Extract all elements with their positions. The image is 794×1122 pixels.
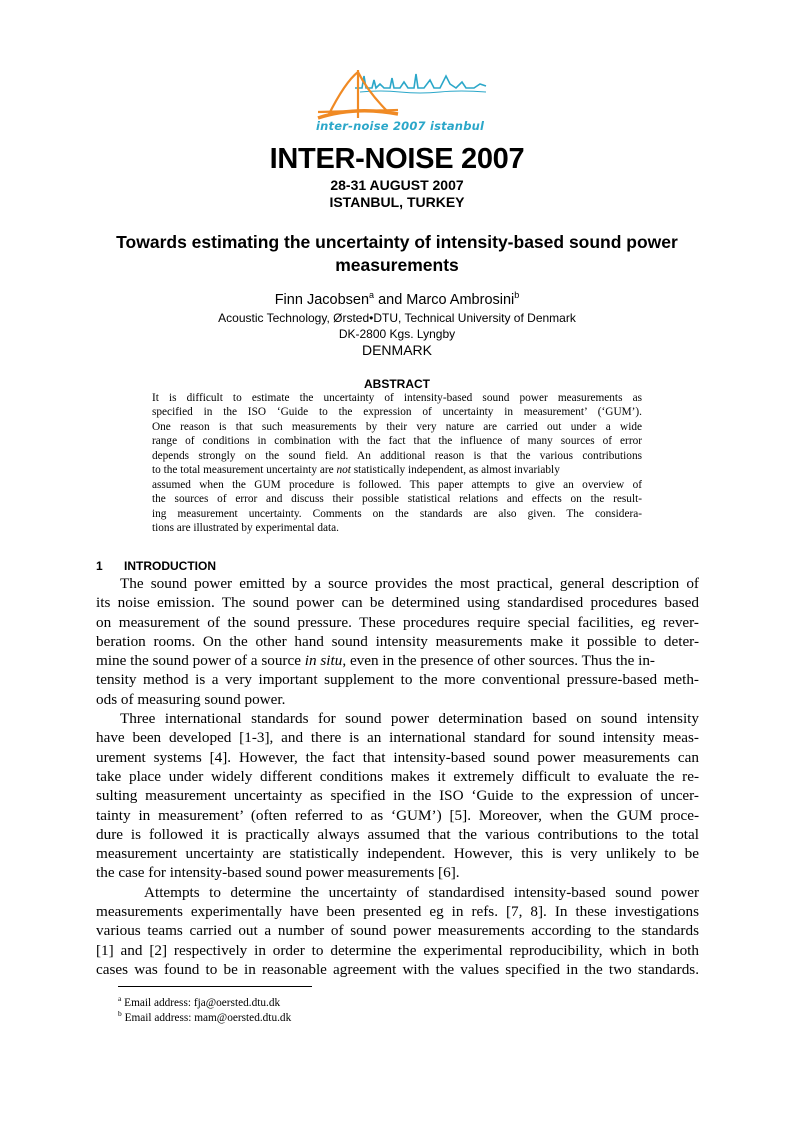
- author-list: [0, 290, 794, 308]
- body-line: tainty in measurement’ (often referred to as ‘GUM’) [5]. Moreover, when the GUM proce-: [96, 806, 699, 824]
- abstract-line: the sources of error and discuss their possible statistical relations and effects on the result-: [152, 493, 642, 506]
- abstract-line: One reason is that such measurements by their very nature are carried out under a wide: [152, 420, 642, 433]
- body-text: , even in the presence of other sources. Thus the in-: [342, 652, 655, 670]
- abstract-line: ing measurement uncertainty. Comments on the standards are also given. The considera-: [152, 507, 642, 520]
- skyline-icon: [355, 74, 486, 93]
- affiliation-line: Acoustic Technology, Ørsted•DTU, Technical University of Denmark: [218, 311, 576, 325]
- affiliation-line: DK-2800 Kgs. Lyngby: [338, 327, 456, 341]
- author-name: Marco Ambrosini: [406, 291, 515, 308]
- section-title: INTRODUCTION: [124, 559, 216, 573]
- abstract-line: assumed when the GUM procedure is followed. This paper attempts to give an overview of: [152, 478, 642, 491]
- author-footnote-mark: b: [514, 290, 520, 300]
- body-text: mine the sound power of a source: [96, 652, 301, 670]
- footnote-text: Email address: fja@oersted.dtu.dk: [124, 996, 281, 1009]
- body-line: its noise emission. The sound power can be determined using standardised procedures based: [96, 594, 699, 612]
- body-line: the case for intensity-based sound power measurements [6].: [96, 864, 460, 882]
- abstract-line: range of conditions in combination with the fact that the influence of many sources of error: [152, 435, 642, 448]
- abstract-text: to the total measurement uncertainty are: [152, 464, 334, 477]
- bridge-icon: [318, 70, 398, 118]
- paper-title-line: Towards estimating the uncertainty of intensity-based sound power: [116, 232, 678, 252]
- paper-title-line: measurements: [335, 255, 459, 275]
- body-line: on measurement of the sound pressure. These procedures require special facilities, eg rever-: [96, 613, 699, 631]
- body-line: urement systems [4]. However, the fact that intensity-based sound power measurements can: [96, 748, 699, 766]
- footnote: [118, 1009, 291, 1024]
- body-line: various teams carried out a number of sound power measurements according to the standards: [96, 922, 699, 940]
- body-line: [96, 651, 699, 670]
- body-line: ods of measuring sound power.: [96, 690, 286, 708]
- paper-title: [90, 231, 704, 277]
- conference-dates: 28-31 AUGUST 2007: [330, 177, 464, 193]
- body-line: Three international standards for sound power determination based on sound intensity: [120, 710, 699, 728]
- author-name: Finn Jacobsen: [274, 291, 370, 308]
- author-footnote-mark: a: [369, 290, 375, 300]
- abstract-heading: ABSTRACT: [364, 377, 430, 391]
- footnote-mark: b: [118, 1009, 122, 1018]
- author-conjunction: and: [378, 291, 403, 308]
- abstract-line: [152, 463, 642, 477]
- body-line: cases was found to be in reasonable agreement with the values specified in the two standards.: [96, 960, 699, 978]
- abstract-emphasis: not: [336, 464, 351, 477]
- abstract-line: specified in the ISO ‘Guide to the expression of uncertainty in measurement’ (‘GUM’).: [152, 406, 642, 419]
- abstract-body: [152, 391, 642, 535]
- body-line: beration rooms. On the other hand sound intensity measurements make it possible to deter-: [96, 632, 699, 650]
- footnote-text: Email address: mam@oersted.dtu.dk: [124, 1011, 292, 1024]
- footnote-divider: [118, 986, 312, 987]
- body-line: The sound power emitted by a source provides the most practical, general description of: [120, 575, 699, 592]
- abstract-line: It is difficult to estimate the uncertainty of intensity-based sound power measurements as: [152, 392, 642, 404]
- body-line: Attempts to determine the uncertainty of standardised intensity-based sound power: [144, 883, 699, 901]
- footnote: [118, 994, 280, 1009]
- section-heading: [96, 559, 216, 573]
- body-line: measurement uncertainty are statistically independent. However, this is very unlikely to be: [96, 845, 699, 863]
- body-line: take place under widely different conditions makes it extremely difficult to evaluate the re-: [96, 767, 699, 785]
- body-line: dure is followed it is practically always assumed that the various contributions to the total: [96, 825, 699, 843]
- body-line: measurements experimentally have been presented eg in refs. [7, 8]. In these investigations: [96, 903, 699, 921]
- affiliation-country: DENMARK: [361, 342, 432, 358]
- body-emphasis: in situ: [304, 652, 343, 670]
- conference-location: ISTANBUL, TURKEY: [329, 194, 465, 210]
- body-line: sulting measurement uncertainty as specified in the ISO ‘Guide to the expression of uncer-: [96, 787, 699, 805]
- body-line: [1] and [2] respectively in order to determine the experimental reproducibility, which in both: [96, 941, 699, 959]
- logo-wordmark: inter-noise 2007 istanbul: [316, 119, 485, 133]
- introduction-body: [96, 574, 699, 979]
- section-number: 1: [96, 559, 103, 573]
- footnote-mark: a: [118, 994, 122, 1003]
- body-line: tensity method is a very important supplement to the more conventional pressure-based meth-: [96, 671, 699, 689]
- abstract-line: tions are illustrated by experimental data.: [152, 521, 339, 534]
- body-line: have been developed [1-3], and there is an international standard for sound intensity meas-: [96, 729, 699, 747]
- conference-title: INTER-NOISE 2007: [269, 143, 525, 175]
- abstract-line: depends strongly on the sound field. An additional reason is that the various contributions: [152, 449, 642, 462]
- abstract-text: statistically independent, as almost invariably: [353, 464, 560, 477]
